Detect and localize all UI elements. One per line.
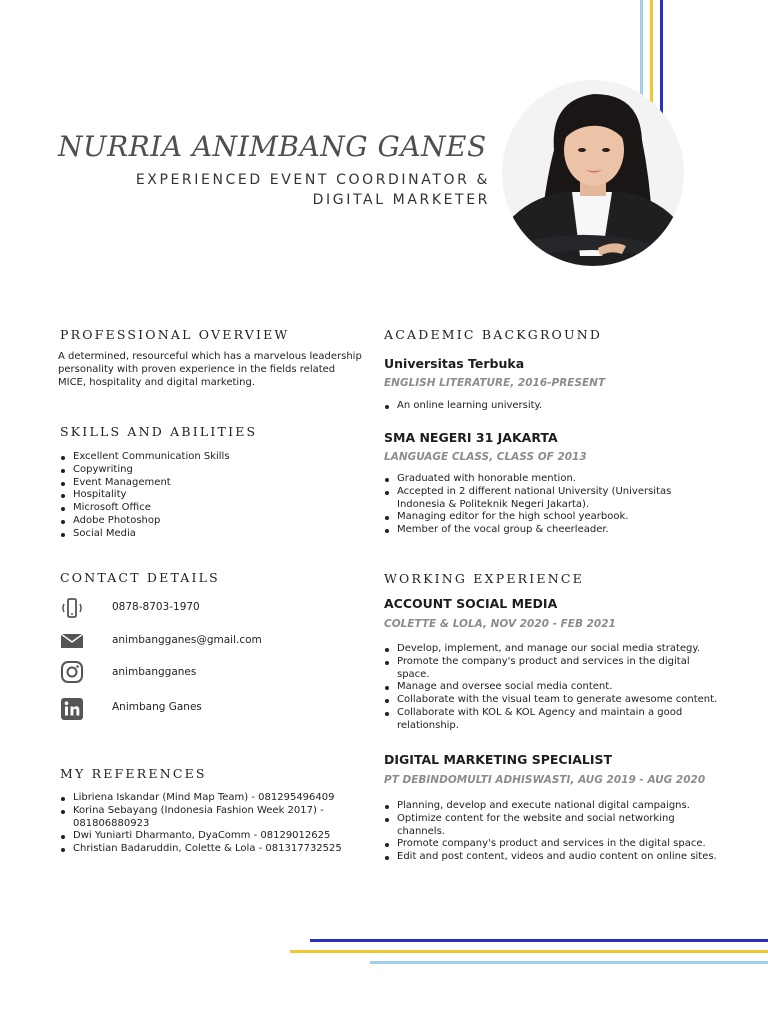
linkedin-icon — [60, 697, 84, 721]
list-item: Promote the company's product and services in the digital space. — [383, 656, 718, 682]
job-title-line-2: DIGITAL MARKETER — [312, 192, 490, 208]
candidate-name: NURRIA ANIMBANG GANES — [58, 130, 487, 163]
list-item: Christian Badaruddin, Colette & Lola - 081317732525 — [59, 843, 351, 856]
list-item: Libriena Iskandar (Mind Map Team) - 081295496409 — [59, 792, 351, 805]
school-subtitle: ENGLISH LITERATURE, 2016-PRESENT — [384, 377, 606, 389]
list-item: Accepted in 2 different national University (Universitas Indonesia & Politeknik Negeri Jakarta). — [383, 486, 713, 512]
list-item: Microsoft Office — [59, 502, 359, 515]
list-item: Edit and post content, videos and audio content on online sites. — [383, 851, 718, 864]
overview-heading: PROFESSIONAL OVERVIEW — [60, 327, 290, 342]
job-title-heading: ACCOUNT SOCIAL MEDIA — [384, 596, 558, 611]
list-item: Hospitality — [59, 489, 359, 502]
references-list — [59, 792, 351, 856]
job-title-heading: DIGITAL MARKETING SPECIALIST — [384, 752, 613, 767]
profile-photo — [502, 80, 684, 266]
job-subtitle: PT DEBINDOMULTI ADHISWASTI, AUG 2019 - AUG 2020 — [384, 774, 706, 786]
work-heading: WORKING EXPERIENCE — [384, 571, 584, 586]
list-item: An online learning university. — [383, 400, 713, 413]
references-heading: MY REFERENCES — [60, 766, 207, 781]
list-item: Korina Sebayang (Indonesia Fashion Week 2017) - 081806880923 — [59, 805, 351, 831]
school-bullets — [383, 400, 713, 413]
overview-text: A determined, resourceful which has a marvelous leadership personality with proven experience in the fields related MICE, hospitality and digital marketing. — [58, 351, 362, 388]
email-icon — [60, 629, 84, 653]
job-subtitle: COLETTE & LOLA, NOV 2020 - FEB 2021 — [384, 618, 616, 630]
job-bullets — [383, 643, 718, 733]
list-item: Event Management — [59, 477, 359, 490]
list-item: Promote company's product and services in the digital space. — [383, 838, 718, 851]
instagram-icon — [60, 660, 84, 684]
contact-linkedin[interactable]: Animbang Ganes — [112, 701, 202, 713]
job-title-line-1: EXPERIENCED EVENT COORDINATOR & — [135, 172, 490, 188]
school-bullets — [383, 473, 713, 537]
list-item: Copywriting — [59, 464, 359, 477]
job-bullets — [383, 800, 718, 864]
contact-phone[interactable]: 0878-8703-1970 — [112, 601, 200, 613]
contact-instagram[interactable]: animbangganes — [112, 666, 197, 678]
list-item: Develop, implement, and manage our social media strategy. — [383, 643, 718, 656]
list-item: Adobe Photoshop — [59, 515, 359, 528]
phone-icon — [60, 596, 84, 620]
accent-line-lightblue-horizontal — [370, 961, 768, 964]
list-item: Excellent Communication Skills — [59, 451, 359, 464]
list-item: Manage and oversee social media content. — [383, 681, 718, 694]
list-item: Social Media — [59, 528, 359, 541]
job-title — [110, 170, 490, 210]
list-item: Collaborate with KOL & KOL Agency and maintain a good relationship. — [383, 707, 718, 733]
list-item: Planning, develop and execute national digital campaigns. — [383, 800, 718, 813]
school-name: SMA NEGERI 31 JAKARTA — [384, 430, 558, 445]
accent-line-yellow-horizontal — [290, 950, 768, 953]
contact-email[interactable]: animbangganes@gmail.com — [112, 634, 262, 646]
skills-list — [59, 451, 359, 541]
accent-line-blue-horizontal — [310, 939, 768, 942]
school-name: Universitas Terbuka — [384, 356, 525, 371]
list-item: Managing editor for the high school yearbook. — [383, 511, 713, 524]
contact-heading: CONTACT DETAILS — [60, 570, 220, 585]
skills-heading: SKILLS AND ABILITIES — [60, 424, 258, 439]
academic-heading: ACADEMIC BACKGROUND — [384, 327, 603, 342]
list-item: Graduated with honorable mention. — [383, 473, 713, 486]
list-item: Collaborate with the visual team to generate awesome content. — [383, 694, 718, 707]
list-item: Member of the vocal group & cheerleader. — [383, 524, 713, 537]
school-subtitle: LANGUAGE CLASS, CLASS OF 2013 — [384, 451, 587, 463]
list-item: Dwi Yuniarti Dharmanto, DyaComm - 08129012625 — [59, 830, 351, 843]
list-item: Optimize content for the website and social networking channels. — [383, 813, 718, 839]
